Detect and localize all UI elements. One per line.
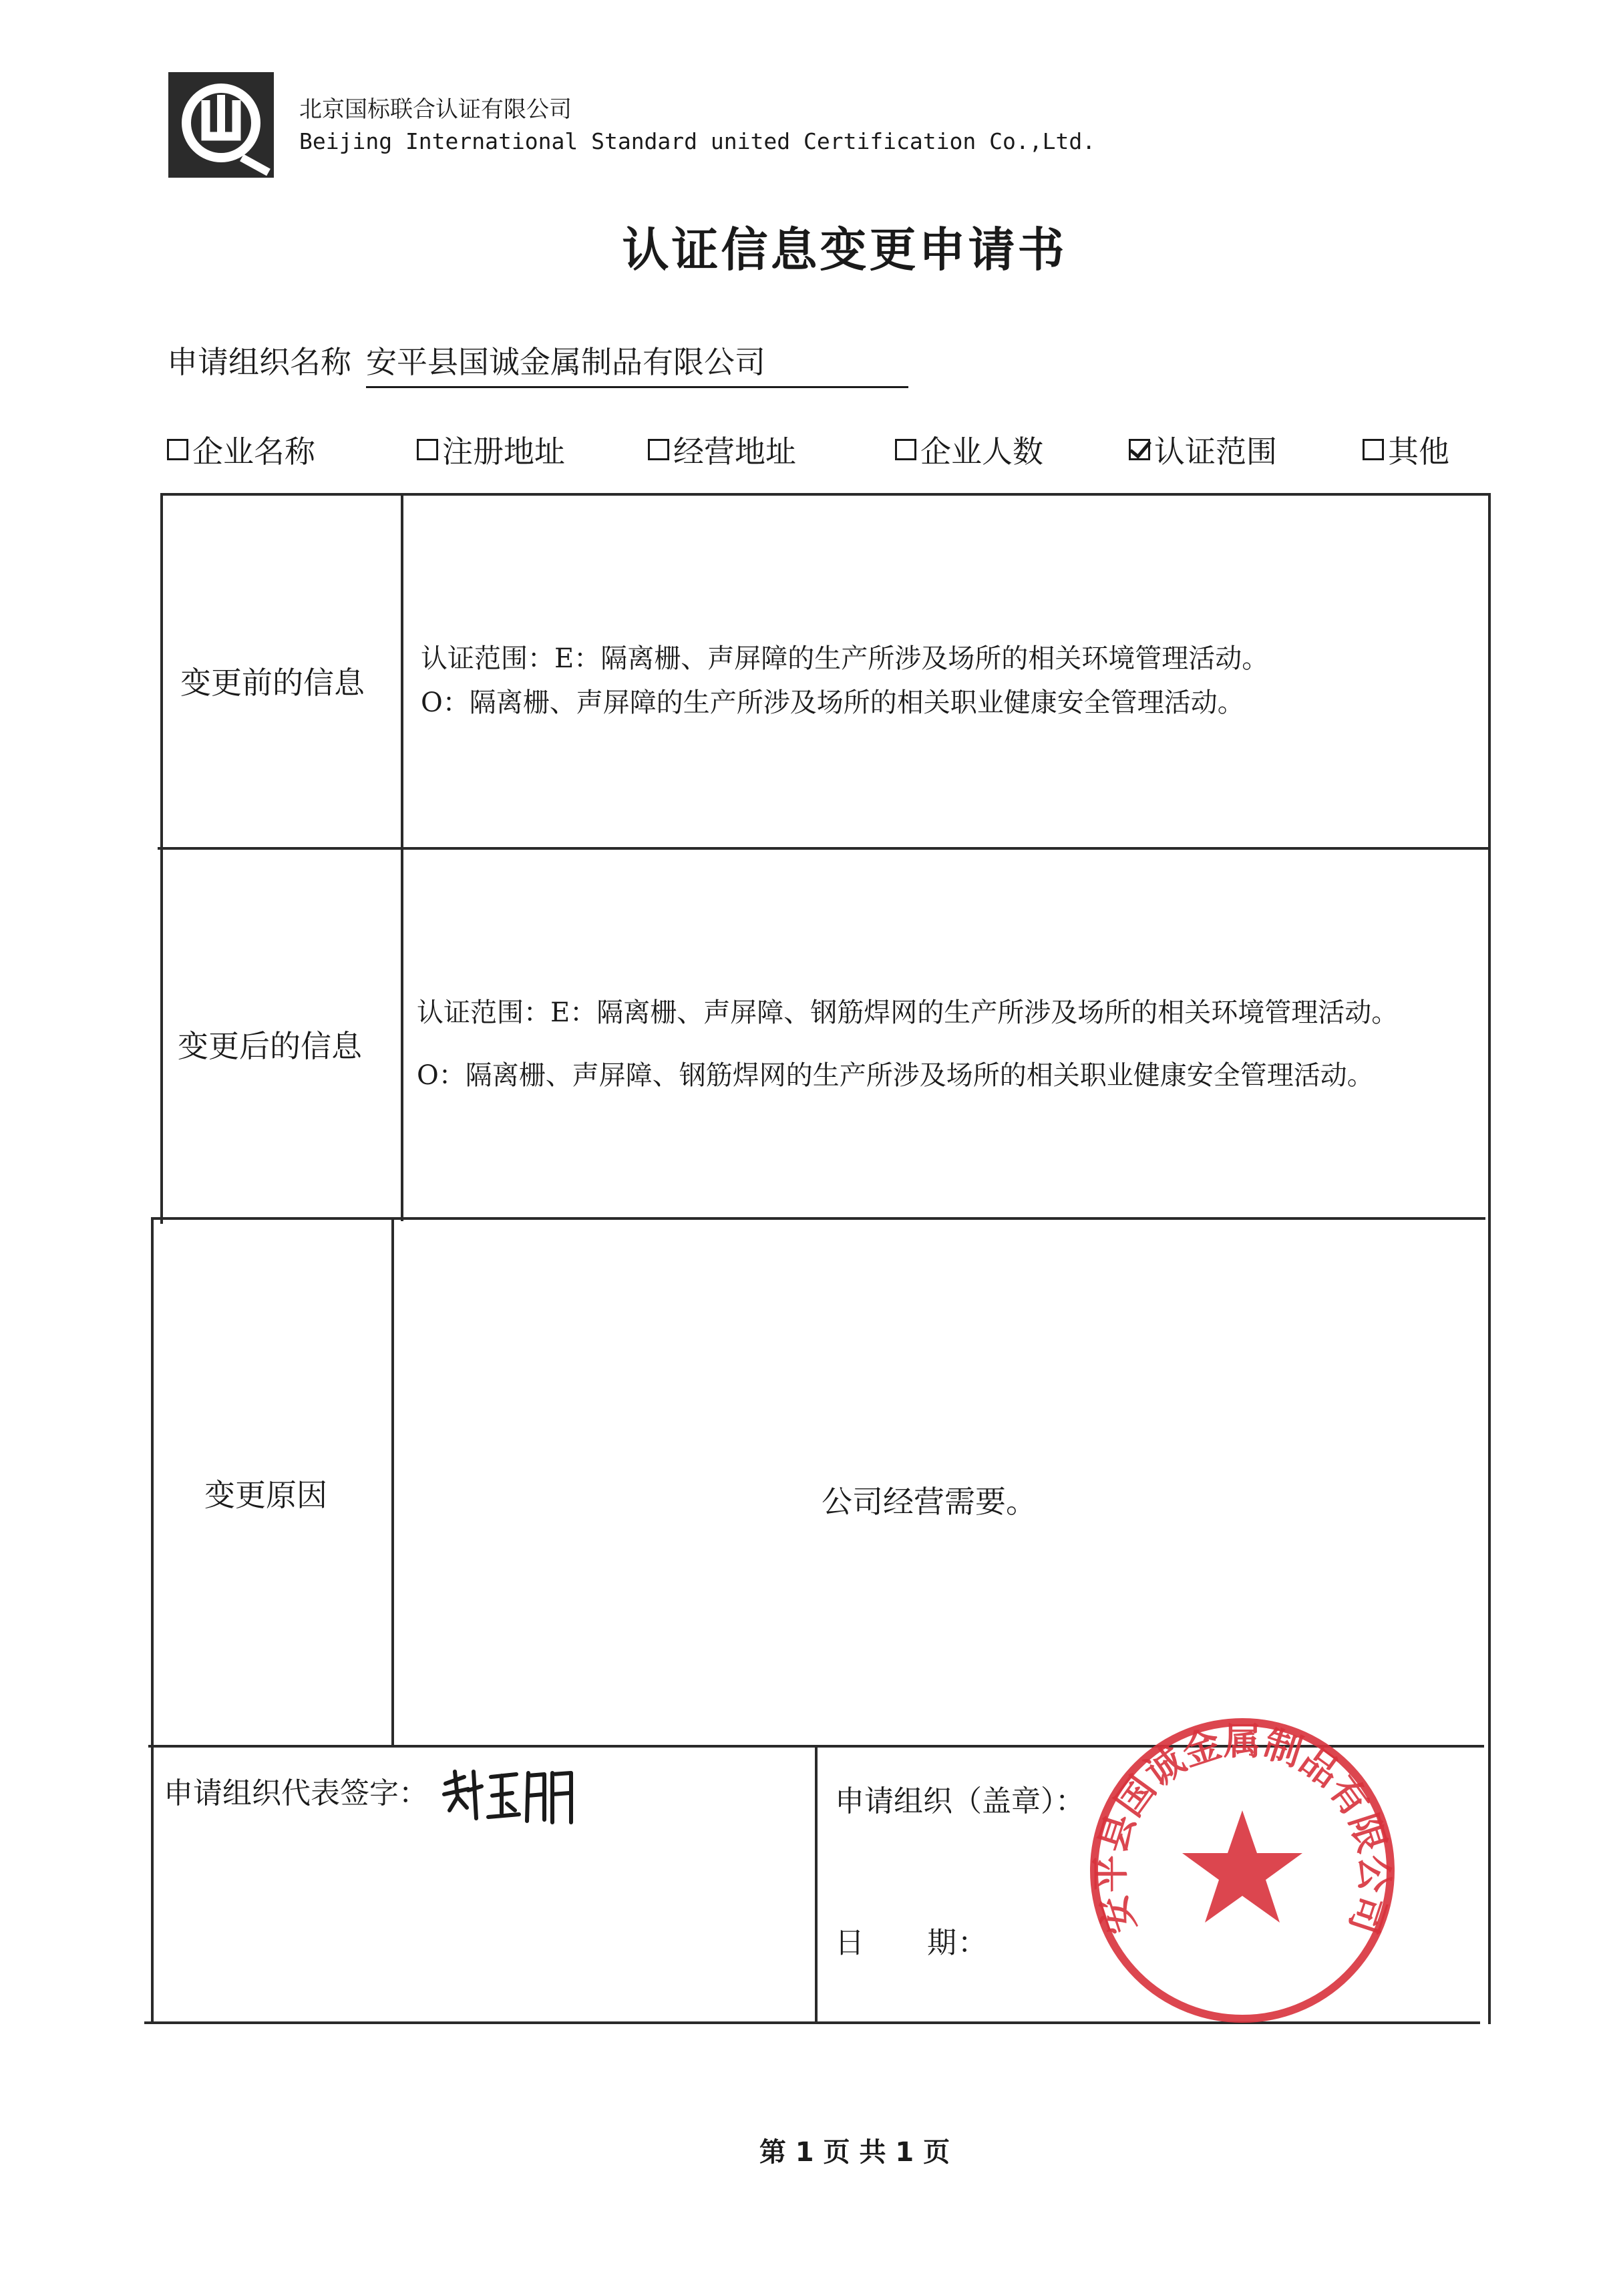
company-name-en: Beijing International Standard united Certification Co.,Ltd.: [299, 128, 1096, 154]
checkbox-box: [895, 439, 916, 460]
after-info-line-2: O：隔离栅、声屏障、钢筋焊网的生产所涉及场所的相关职业健康安全管理活动。: [417, 1060, 1374, 1091]
company-name-cn: 北京国标联合认证有限公司: [299, 96, 572, 123]
checkbox-box: [648, 439, 669, 460]
checkbox-label: 企业名称: [192, 434, 315, 470]
page-number: 第 1 页 共 1 页: [759, 2137, 950, 2168]
checkbox-box: [1363, 439, 1384, 460]
company-seal-stamp: [1082, 1710, 1403, 2033]
checkbox-company-name[interactable]: [167, 428, 315, 472]
checkbox-label: 注册地址: [442, 434, 565, 470]
star-icon: [1182, 1810, 1302, 1923]
signature-divider: [815, 1745, 818, 2023]
seal-text: 安平县国诚金属制品有限公司: [1089, 1720, 1396, 1939]
date-label: 日 期：: [835, 1926, 989, 1960]
org-seal-label: 申请组织（盖章）：: [835, 1784, 1085, 1818]
before-info-line-1: 认证范围：E：隔离栅、声屏障的生产所涉及场所的相关环境管理活动。: [421, 643, 1269, 674]
table-label-divider: [401, 493, 403, 1221]
checkbox-certification-scope[interactable]: [1129, 428, 1277, 472]
before-info-line-2: O：隔离栅、声屏障的生产所涉及场所的相关职业健康安全管理活动。: [421, 687, 1244, 718]
checkbox-label: 其他: [1388, 434, 1449, 470]
table-row-divider: [158, 847, 1489, 850]
change-reason-label: 变更原因: [204, 1477, 327, 1513]
checkbox-box: [167, 439, 188, 460]
table-border-left: [151, 1217, 154, 2023]
representative-signature-label: 申请组织代表签字：: [164, 1776, 428, 1810]
checkmark-icon: [1129, 439, 1150, 460]
table-border-left: [160, 493, 163, 1224]
table-border-top: [160, 493, 1491, 496]
document-title: 认证信息变更申请书: [622, 222, 1067, 277]
handwritten-signature: [437, 1757, 584, 1840]
after-info-line-1: 认证范围：E：隔离栅、声屏障、钢筋焊网的生产所涉及场所的相关环境管理活动。: [417, 997, 1399, 1028]
org-name-value: 安平县国诚金属制品有限公司: [366, 338, 908, 388]
checkbox-other[interactable]: [1363, 428, 1449, 472]
checkbox-label: 企业人数: [920, 434, 1043, 470]
change-reason-value: 公司经营需要。: [822, 1484, 1037, 1520]
checkbox-business-address[interactable]: [648, 428, 796, 472]
checkbox-box: [417, 439, 438, 460]
checkbox-employee-count[interactable]: [895, 428, 1043, 472]
certification-logo: [168, 72, 274, 178]
after-info-label: 变更后的信息: [178, 1028, 362, 1064]
org-name-label: 申请组织名称: [167, 344, 351, 380]
table-border-right: [1488, 493, 1491, 2024]
checkbox-label: 认证范围: [1154, 434, 1277, 470]
checkbox-label: 经营地址: [673, 434, 796, 470]
before-info-label: 变更前的信息: [180, 665, 365, 701]
table-row-divider: [154, 1217, 1485, 1220]
table-label-divider: [391, 1217, 394, 1746]
checkbox-registered-address[interactable]: [417, 428, 565, 472]
